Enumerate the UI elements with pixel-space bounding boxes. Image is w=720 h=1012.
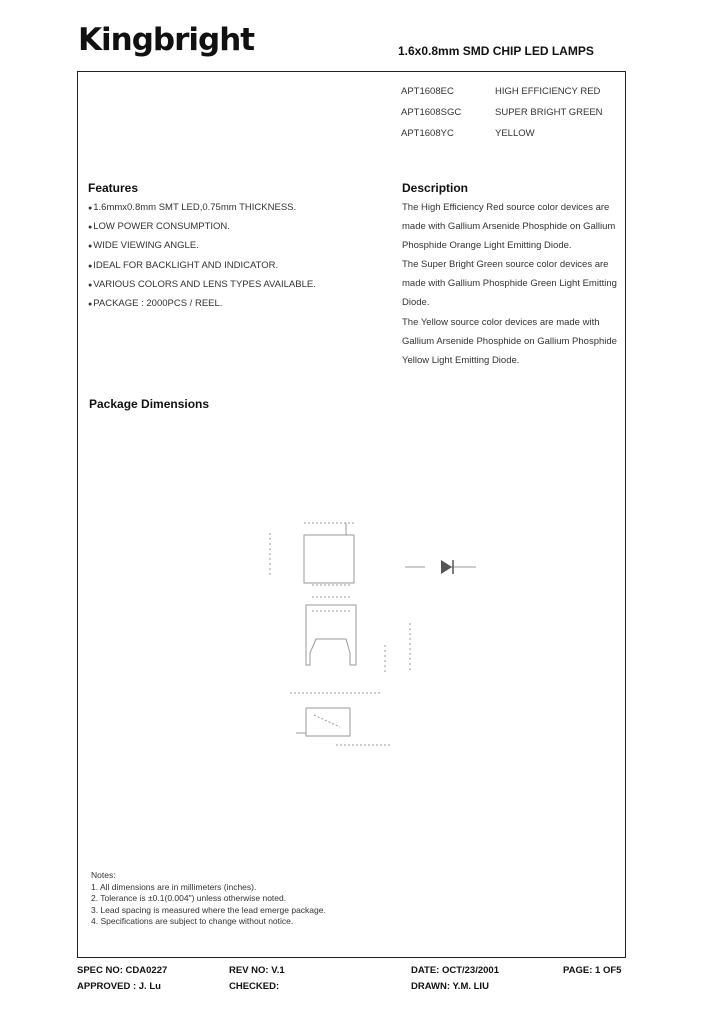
feature-item: ●IDEAL FOR BACKLIGHT AND INDICATOR.	[88, 259, 279, 271]
notes-heading: Notes:	[91, 870, 116, 880]
description-line: made with Gallium Phosphide Green Light Emitting	[402, 278, 617, 290]
document-title: 1.6x0.8mm SMD CHIP LED LAMPS	[398, 44, 594, 58]
led-side-view	[306, 605, 356, 665]
package-dimensions-heading: Package Dimensions	[89, 397, 210, 411]
revision-number: REV NO: V.1	[229, 965, 285, 976]
feature-item: ●WIDE VIEWING ANGLE.	[88, 240, 199, 252]
part-code: APT1608EC	[401, 86, 454, 97]
note-item: 2. Tolerance is ±0.1(0.004") unless otherwise noted.	[91, 893, 287, 903]
feature-item: ●PACKAGE : 2000PCS / REEL.	[88, 297, 223, 309]
features-list	[88, 202, 316, 317]
description-heading: Description	[402, 181, 469, 195]
bullet-icon: ●	[88, 243, 93, 251]
checked-by: CHECKED:	[229, 981, 280, 992]
description-line: made with Gallium Arsenide Phosphide on Gallium	[402, 221, 616, 233]
part-number-list	[401, 86, 603, 149]
bullet-icon: ●	[88, 262, 93, 270]
led-bottom-view	[306, 708, 350, 736]
description-line: Phosphide Orange Light Emitting Diode.	[402, 240, 572, 252]
description-line: The Super Bright Green source color devices are	[402, 259, 609, 271]
description-line: Diode.	[402, 297, 430, 309]
notes-block	[91, 870, 326, 928]
feature-item: ●LOW POWER CONSUMPTION.	[88, 221, 230, 233]
bullet-icon: ●	[88, 281, 93, 289]
part-row	[401, 128, 603, 149]
package-dimension-drawing	[250, 505, 510, 755]
description-line: The High Efficiency Red source color devices are	[402, 202, 610, 213]
note-item: 3. Lead spacing is measured where the lead emerge package.	[91, 904, 326, 915]
led-top-view	[304, 535, 354, 583]
bullet-icon: ●	[88, 300, 93, 308]
spec-number: SPEC NO: CDA0227	[77, 965, 168, 976]
description-line: Gallium Arsenide Phosphide on Gallium Phosphide	[402, 335, 617, 347]
bullet-icon: ●	[88, 224, 93, 232]
part-color: SUPER BRIGHT GREEN	[495, 107, 603, 118]
part-row	[401, 107, 603, 128]
diode-symbol-icon	[441, 560, 453, 574]
feature-item: ●VARIOUS COLORS AND LENS TYPES AVAILABLE.	[88, 278, 316, 290]
brand-logo: Kingbright	[78, 22, 255, 58]
part-row	[401, 86, 603, 107]
description-line: The Yellow source color devices are made with	[402, 316, 600, 328]
note-item: 4. Specifications are subject to change without notice.	[91, 916, 294, 926]
part-code: APT1608SGC	[401, 107, 462, 118]
description-line: Yellow Light Emitting Diode.	[402, 354, 520, 366]
document-date: DATE: OCT/23/2001	[411, 965, 499, 976]
features-heading: Features	[88, 181, 139, 195]
feature-item: ●1.6mmx0.8mm SMT LED,0.75mm THICKNESS.	[88, 202, 297, 213]
part-color: YELLOW	[495, 128, 535, 139]
part-color: HIGH EFFICIENCY RED	[495, 86, 601, 97]
description-text	[402, 202, 617, 374]
drawn-by: DRAWN: Y.M. LIU	[411, 981, 489, 992]
approved-by: APPROVED : J. Lu	[77, 981, 161, 992]
part-code: APT1608YC	[401, 128, 454, 139]
page-number: PAGE: 1 OF5	[563, 965, 622, 976]
bullet-icon: ●	[88, 205, 93, 212]
note-item: 1. All dimensions are in millimeters (inches).	[91, 881, 257, 892]
